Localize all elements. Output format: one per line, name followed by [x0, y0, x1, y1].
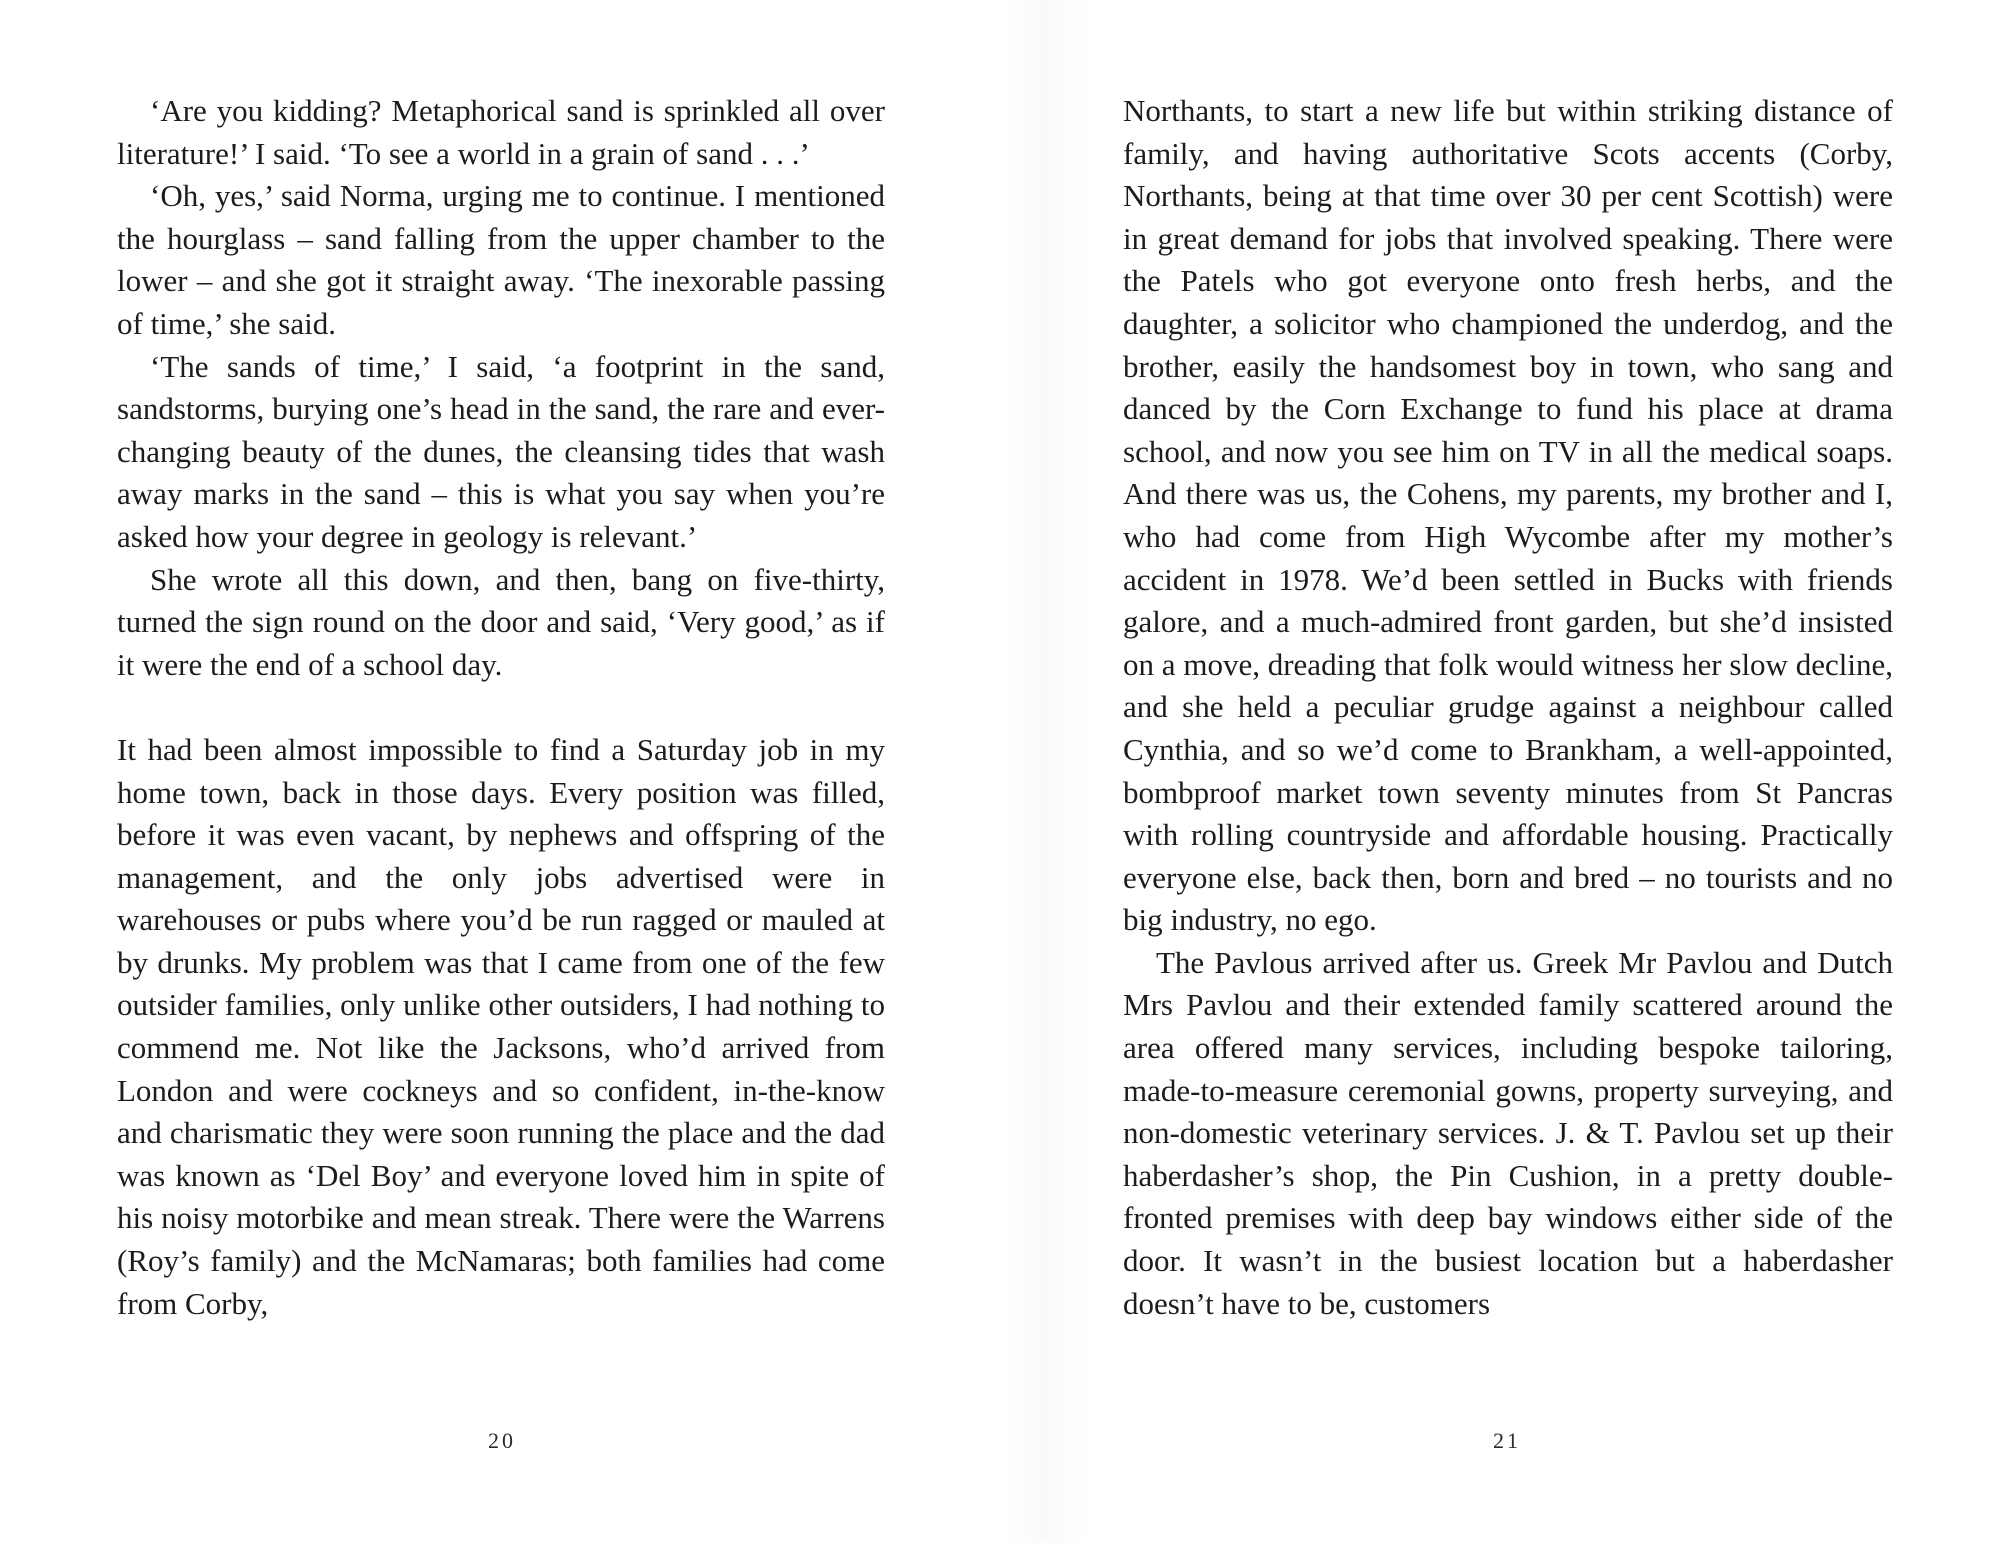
- book-gutter: [1000, 0, 1090, 1543]
- page-number-right: 21: [1493, 1428, 1521, 1453]
- section-break: [117, 686, 885, 729]
- left-paragraph-2: ‘Oh, yes,’ said Norma, urging me to continue. I mentioned the hourglass – sand falling from the upper chamber to the lower – and she got it straight away. ‘The inexorable passing of time,’ she said.: [117, 178, 885, 341]
- right-paragraph-1: Northants, to start a new life but within striking distance of family, and having authoritative Scots accents (Corby, Northants, being at that time over 30 per cent Scottish) were in great demand for jobs that involved speaking. There were the Patels who got everyone onto fresh herbs, and the daughter, a solicitor who championed the underdog, and the brother, easily the handsomest boy in town, who sang and danced by the Corn Exchange to fund his place at drama school, and now you see him on TV in all the medical soaps. And there was us, the Cohens, my parents, my brother and I, who had come from High Wycombe after my mother’s accident in 1978. We’d been settled in Bucks with friends galore, and a much-admired front garden, but she’d insisted on a move, dreading that folk would witness her slow decline, and she held a peculiar grudge against a neighbour called Cynthia, and so we’d come to Brankham, a well-appointed, bombproof market town seventy minutes from St Pancras with rolling countryside and affordable housing. Practically everyone else, back then, born and bred – no tourists and no big industry, no ego.: [1123, 93, 1893, 938]
- left-paragraph-3: ‘The sands of time,’ I said, ‘a footprint in the sand, sandstorms, burying one’s head in the sand, the rare and ever-changing beauty of the dunes, the cleansing tides that wash away marks in the sand – this is what you say when you’re asked how your degree in geology is relevant.’: [117, 348, 885, 554]
- left-paragraph-5: It had been almost impossible to find a Saturday job in my home town, back in those days. Every position was filled, before it was even vacant, by nephews and offspring of the management, and the only jobs advertised were in warehouses or pubs where you’d be run ragged or mauled at by drunks. My problem was that I came from one of the few outsider families, only unlike other outsiders, I had nothing to commend me. Not like the Jacksons, who’d arrived from London and were cockneys and so confident, in-the-know and charismatic they were soon running the place and the dad was known as ‘Del Boy’ and everyone loved him in spite of his noisy motorbike and mean streak. There were the Warrens (Roy’s family) and the McNamaras; both families had come from Corby,: [117, 731, 885, 1321]
- left-paragraph-4: She wrote all this down, and then, bang on five-thirty, turned the sign round on the door and said, ‘Very good,’ as if it were the end of a school day.: [117, 561, 885, 682]
- right-paragraph-2: The Pavlous arrived after us. Greek Mr Pavlou and Dutch Mrs Pavlou and their extended family scattered around the area offered many services, including bespoke tailoring, made-to-measure ceremonial gowns, property surveying, and non-domestic veterinary services. J. & T. Pavlou set up their haberdasher’s shop, the Pin Cushion, in a pretty double-fronted premises with deep bay windows either side of the door. It wasn’t in the busiest location but a haberdasher doesn’t have to be, customers: [1123, 944, 1893, 1321]
- left-paragraph-1: ‘Are you kidding? Metaphorical sand is sprinkled all over literature!’ I said. ‘To see a world in a grain of sand . . .’: [117, 93, 885, 171]
- left-page: [117, 90, 885, 1325]
- right-page: [1123, 90, 1893, 1325]
- page-number-left: 20: [488, 1428, 516, 1453]
